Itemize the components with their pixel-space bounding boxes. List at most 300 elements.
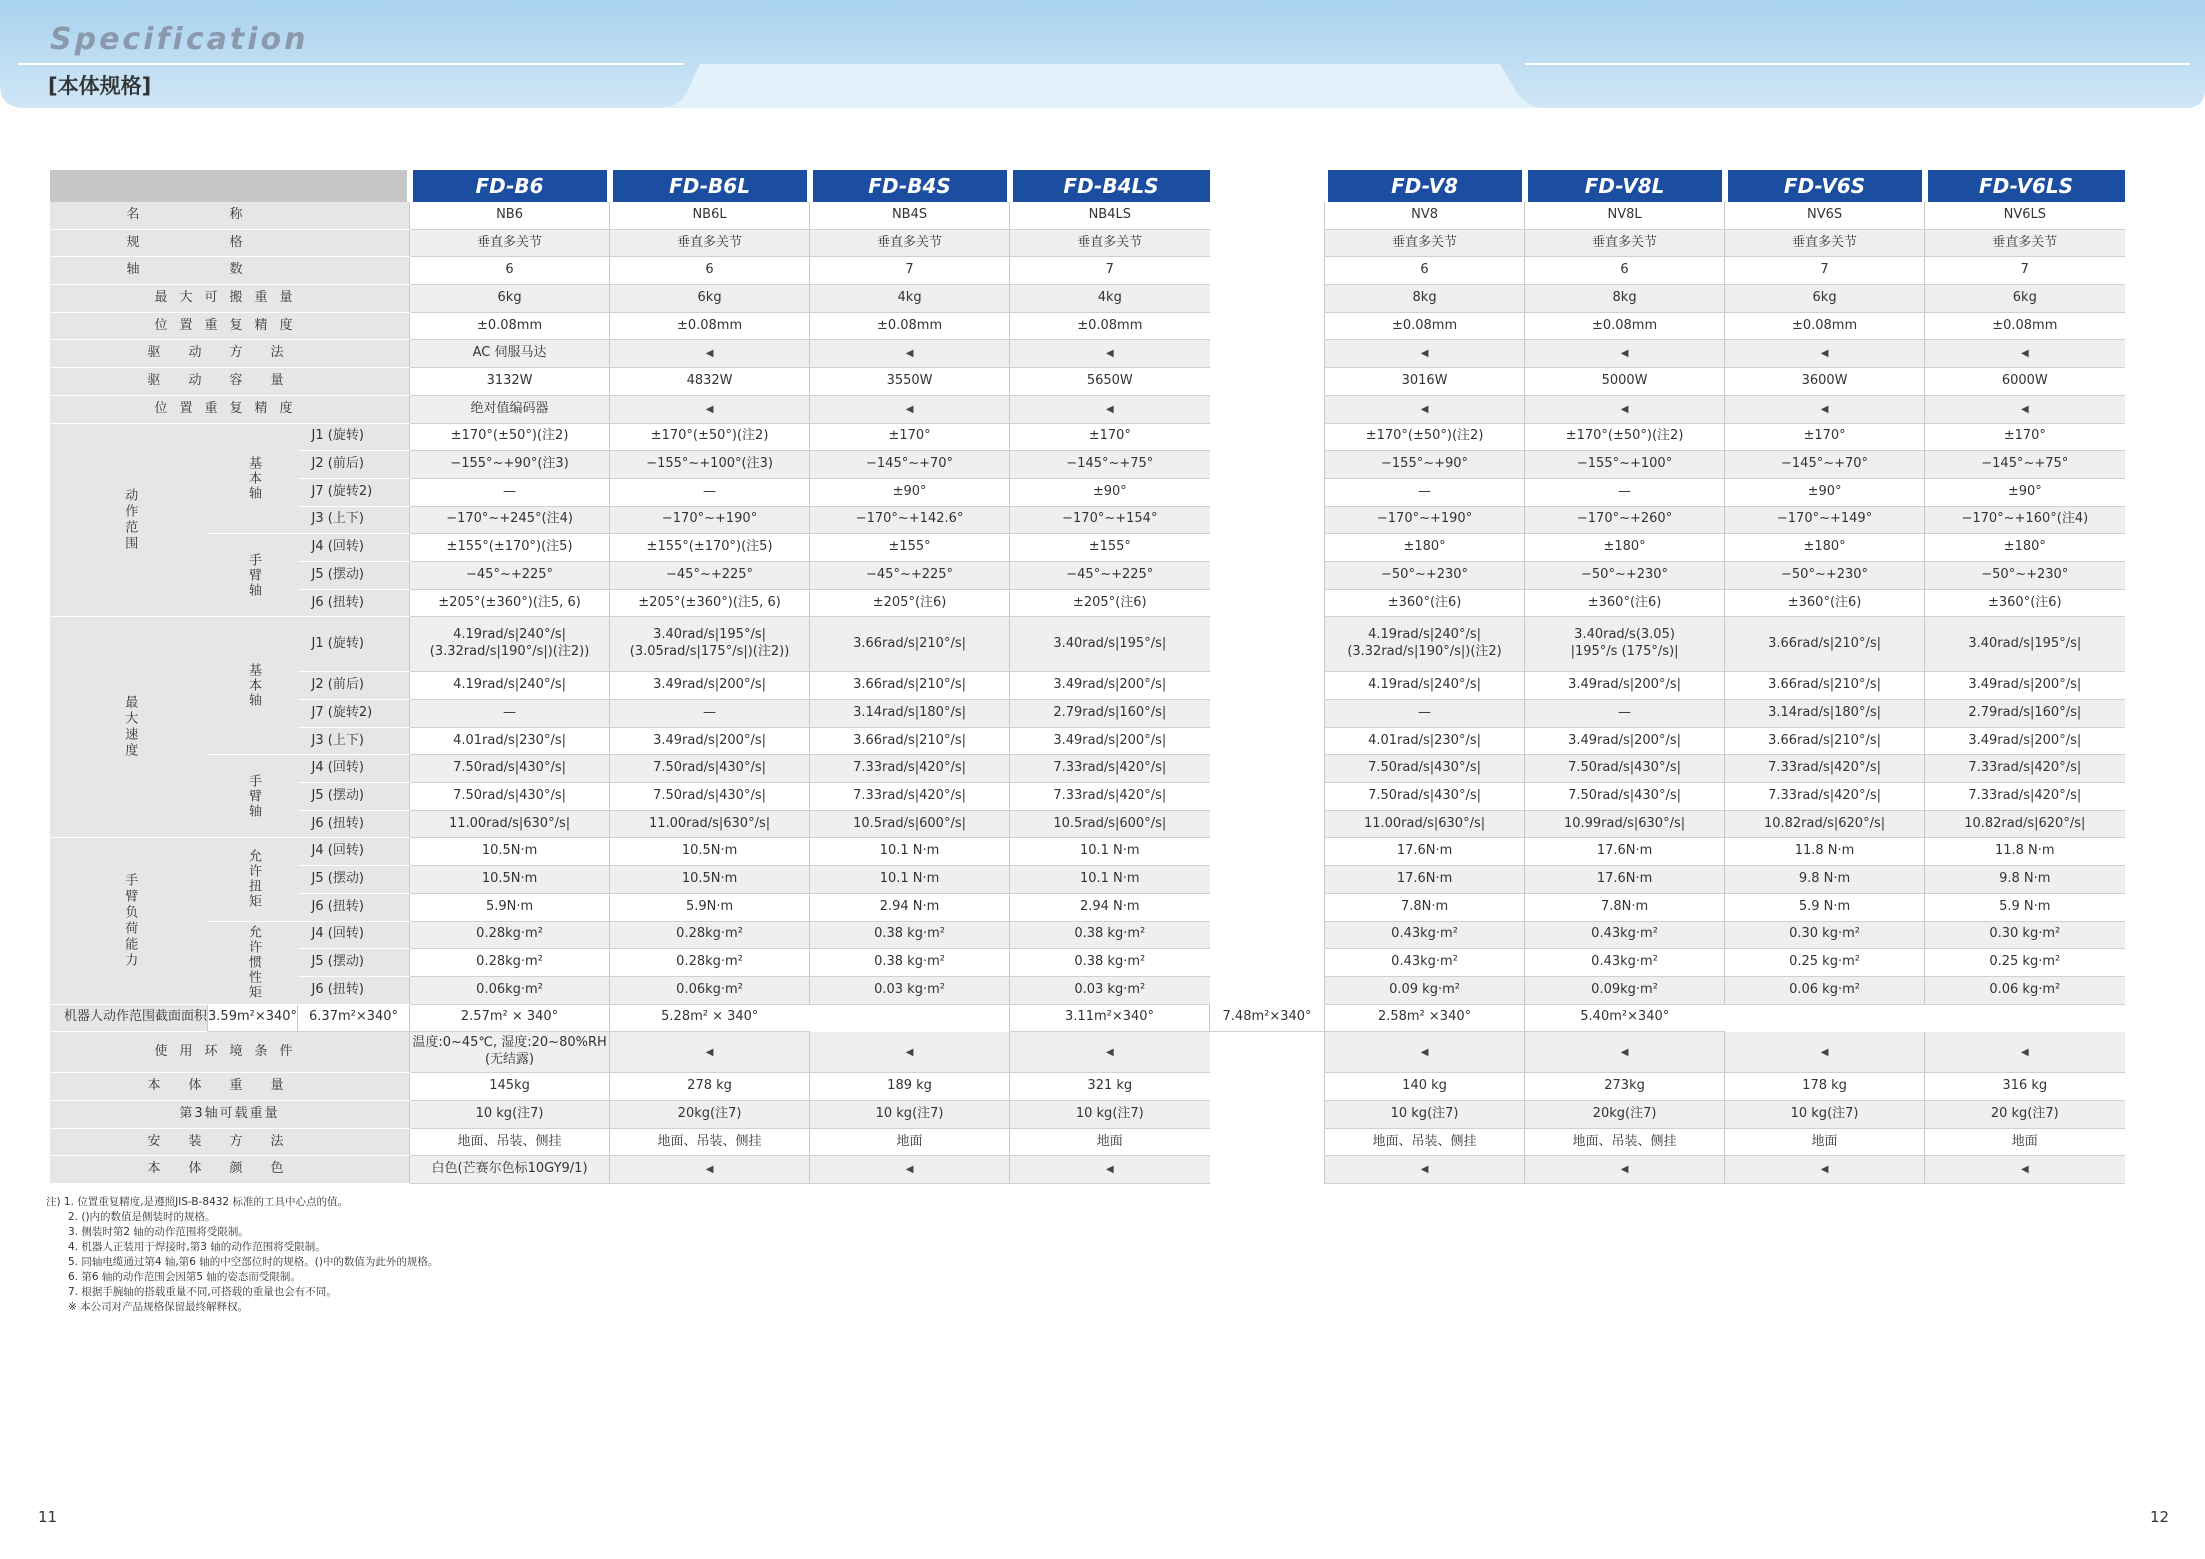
value-text: ±0.08mm xyxy=(1391,317,1458,333)
spec-row xyxy=(50,921,2125,949)
row-label: J1 (旋转) xyxy=(298,423,410,451)
value-cell xyxy=(1010,727,1210,755)
value-cell xyxy=(1925,561,2125,589)
value-cell xyxy=(810,506,1010,534)
value-text: 7.8N·m xyxy=(1400,898,1449,914)
value-cell xyxy=(1925,755,2125,783)
value-text: 0.28kg·m² xyxy=(676,954,743,970)
column-gap xyxy=(1210,1073,1325,1101)
column-gap xyxy=(1210,312,1325,340)
value-cell xyxy=(410,1156,610,1184)
value-text: 白色(芒赛尔色标10GY9/1) xyxy=(431,1161,588,1177)
same-as-left-icon: ◀ xyxy=(1420,1046,1429,1058)
value-text: ±205°(±360°)(注5, 6) xyxy=(438,594,581,610)
value-cell xyxy=(410,340,610,368)
spec-row xyxy=(50,810,2125,838)
value-cell xyxy=(1325,1156,1525,1184)
value-text: 7.33rad/s|420°/s| xyxy=(1968,787,2082,803)
row-label xyxy=(50,312,410,340)
value-cell xyxy=(1010,506,1210,534)
value-text: 7.33rad/s|420°/s| xyxy=(1053,787,1167,803)
row-label: J2 (前后) xyxy=(298,451,410,479)
value-cell xyxy=(1525,340,1725,368)
value-text: 7.33rad/s|420°/s| xyxy=(1768,760,1881,776)
value-text: 10.5N·m xyxy=(481,871,538,887)
value-cell xyxy=(1725,368,1925,396)
value-text: 6kg xyxy=(2012,289,2037,305)
value-cell xyxy=(610,506,810,534)
value-text: 7.50rad/s|430°/s| xyxy=(1568,760,1681,776)
value-cell xyxy=(1525,810,1725,838)
value-cell xyxy=(810,1100,1010,1128)
group-label-torque: 允许扭矩 xyxy=(208,838,298,921)
value-cell xyxy=(410,755,610,783)
value-text: 5000W xyxy=(1601,373,1648,389)
column-gap xyxy=(1210,672,1325,700)
value-text: 地面 xyxy=(1096,1133,1123,1149)
value-cell xyxy=(810,1073,1010,1101)
value-text: 6.37m²×340° xyxy=(309,1009,399,1025)
value-cell xyxy=(1925,700,2125,728)
spec-row xyxy=(50,866,2125,894)
value-cell xyxy=(1525,202,1725,229)
value-cell xyxy=(610,478,810,506)
column-gap xyxy=(1210,340,1325,368)
row-label: J3 (上下) xyxy=(298,727,410,755)
value-cell xyxy=(610,340,810,368)
value-text: 3.14rad/s|180°/s| xyxy=(1768,704,1881,720)
value-cell xyxy=(1925,921,2125,949)
value-cell xyxy=(810,1128,1010,1156)
spec-row xyxy=(50,368,2125,396)
value-cell xyxy=(1325,866,1525,894)
value-text: ±205°(注6) xyxy=(1072,594,1147,610)
value-cell xyxy=(1010,810,1210,838)
value-text: 4.19rad/s|240°/s| xyxy=(453,627,566,643)
value-text: 3.66rad/s|210°/s| xyxy=(853,732,966,748)
same-as-left-icon: ◀ xyxy=(1420,348,1429,360)
value-cell xyxy=(1325,838,1525,866)
row-label xyxy=(50,1100,410,1128)
value-text: — xyxy=(703,483,717,499)
value-cell xyxy=(610,1032,810,1073)
footnote-line: 4. 机器人正装用于焊接时,第3 轴的动作范围将受限制。 xyxy=(68,1241,326,1253)
value-cell xyxy=(1325,783,1525,811)
spec-row xyxy=(50,229,2125,257)
value-text: 7.33rad/s|420°/s| xyxy=(1768,787,1881,803)
value-cell xyxy=(1010,1156,1210,1184)
value-text: 0.43kg·m² xyxy=(1391,954,1458,970)
value-cell xyxy=(1010,755,1210,783)
value-text: 10.1 N·m xyxy=(879,871,940,887)
value-text: 0.38 kg·m² xyxy=(1074,926,1146,942)
value-cell xyxy=(610,949,810,977)
same-as-left-icon: ◀ xyxy=(905,348,914,360)
value-text: 10.5N·m xyxy=(681,871,738,887)
value-text: 7 xyxy=(1105,262,1114,278)
value-cell xyxy=(810,229,1010,257)
value-text: 4kg xyxy=(1097,289,1122,305)
value-cell xyxy=(1325,810,1525,838)
value-cell xyxy=(1010,617,1210,672)
value-cell xyxy=(1010,451,1210,479)
value-text: 3550W xyxy=(886,373,933,389)
value-cell xyxy=(1725,340,1925,368)
value-text: 273kg xyxy=(1604,1078,1645,1094)
value-cell xyxy=(810,1156,1010,1184)
value-cell xyxy=(810,423,1010,451)
value-cell xyxy=(1725,700,1925,728)
value-text: −170°~+260° xyxy=(1576,511,1673,527)
value-text: 3.66rad/s|210°/s| xyxy=(1768,677,1881,693)
value-text: 7.8N·m xyxy=(1600,898,1649,914)
value-text: 17.6N·m xyxy=(1396,871,1453,887)
value-cell xyxy=(1525,727,1725,755)
value-text: 垂直多关节 xyxy=(1992,234,2058,250)
value-text: ±90° xyxy=(1807,483,1842,499)
value-text: NB4S xyxy=(891,206,928,222)
header-banner xyxy=(0,0,2205,110)
value-cell xyxy=(410,672,610,700)
column-gap xyxy=(1210,783,1325,811)
value-cell xyxy=(610,229,810,257)
value-text: 3.49rad/s|200°/s| xyxy=(653,732,766,748)
same-as-left-icon: ◀ xyxy=(1105,348,1114,360)
value-text: 3.14rad/s|180°/s| xyxy=(853,704,966,720)
value-cell xyxy=(1725,423,1925,451)
value-cell xyxy=(1925,949,2125,977)
value-text: ±360°(注6) xyxy=(1587,594,1662,610)
value-cell xyxy=(1010,202,1210,229)
value-cell xyxy=(1010,534,1210,562)
value-cell xyxy=(1925,866,2125,894)
value-text: 5.9 N·m xyxy=(1999,898,2051,914)
row-label-text: 驱动容量 xyxy=(147,373,312,389)
row-label xyxy=(50,1032,410,1073)
value-text: ±360°(注6) xyxy=(1987,594,2062,610)
value-cell xyxy=(1010,229,1210,257)
same-as-left-icon: ◀ xyxy=(2020,1046,2029,1058)
value-cell xyxy=(810,202,1010,229)
value-text: 7 xyxy=(2020,262,2029,278)
column-gap xyxy=(1210,921,1325,949)
value-cell xyxy=(1010,561,1210,589)
value-cell xyxy=(1010,285,1210,313)
value-cell xyxy=(410,423,610,451)
spec-row xyxy=(50,700,2125,728)
value-text: 5.28m² × 340° xyxy=(661,1009,759,1025)
value-text: 垂直多关节 xyxy=(1077,234,1143,250)
value-text-line2: (无结露) xyxy=(484,1052,535,1068)
column-gap xyxy=(1210,451,1325,479)
row-label-text: 位置重复精度 xyxy=(154,400,305,416)
value-cell xyxy=(810,368,1010,396)
value-cell xyxy=(810,617,1010,672)
value-text: 3600W xyxy=(1801,373,1848,389)
spec-row xyxy=(50,478,2125,506)
value-cell xyxy=(1525,700,1725,728)
value-text: 绝对值编码器 xyxy=(470,400,549,416)
value-cell xyxy=(1010,478,1210,506)
value-text: 地面、吊装、侧挂 xyxy=(457,1133,562,1149)
value-cell xyxy=(1525,257,1725,285)
value-text: 7.33rad/s|420°/s| xyxy=(853,760,966,776)
value-cell xyxy=(610,1004,810,1032)
value-text: 地面、吊装、侧挂 xyxy=(1372,1133,1477,1149)
group-label-basic: 基本轴 xyxy=(208,617,298,755)
row-label: 机器人动作范围截面面积 xyxy=(50,1004,208,1032)
value-text: ±170° xyxy=(1803,428,1846,444)
value-text: 垂直多关节 xyxy=(1792,234,1858,250)
value-text-line2: (3.32rad/s|190°/s|)(注2) xyxy=(1347,644,1502,660)
row-label-text: 安装方法 xyxy=(147,1133,312,1149)
value-text: — xyxy=(1418,704,1432,720)
same-as-left-icon: ◀ xyxy=(2020,403,2029,415)
value-text: 5.40m²×340° xyxy=(1580,1009,1670,1025)
row-label xyxy=(50,229,410,257)
value-text: 2.79rad/s|160°/s| xyxy=(1053,704,1167,720)
value-cell xyxy=(1010,921,1210,949)
row-label: J5 (摆动) xyxy=(298,561,410,589)
spec-row xyxy=(50,340,2125,368)
value-text: — xyxy=(503,483,517,499)
value-text: ±155° xyxy=(1088,539,1131,555)
value-cell xyxy=(810,561,1010,589)
value-cell xyxy=(1525,478,1725,506)
value-text: ±0.08mm xyxy=(676,317,743,333)
header-corner xyxy=(50,170,410,202)
value-text: 地面 xyxy=(896,1133,923,1149)
value-cell xyxy=(610,423,810,451)
value-text: 3.11m²×340° xyxy=(1065,1009,1155,1025)
model-name-cell: FD-V8 xyxy=(1325,170,1525,202)
value-text: −45°~+225° xyxy=(666,566,754,582)
column-gap xyxy=(810,1004,1010,1032)
value-text: 地面、吊装、侧挂 xyxy=(1572,1133,1677,1149)
row-label xyxy=(50,340,410,368)
value-cell xyxy=(810,783,1010,811)
value-text: −50°~+230° xyxy=(1581,566,1669,582)
value-cell xyxy=(1925,478,2125,506)
column-gap xyxy=(1210,257,1325,285)
row-label-text: 最大可搬重量 xyxy=(154,289,305,305)
value-cell xyxy=(410,1128,610,1156)
value-text: 8kg xyxy=(1412,289,1437,305)
column-gap xyxy=(1210,423,1325,451)
value-cell xyxy=(1325,700,1525,728)
value-text: 4.19rad/s|240°/s| xyxy=(1368,677,1481,693)
value-text: 20kg(注7) xyxy=(677,1105,742,1121)
value-cell xyxy=(1010,1100,1210,1128)
row-label xyxy=(50,1128,410,1156)
same-as-left-icon: ◀ xyxy=(1105,1046,1114,1058)
value-text: 10 kg(注7) xyxy=(1075,1105,1144,1121)
row-label-text: 轴数 xyxy=(126,262,333,278)
value-text: −155°~+100°(注3) xyxy=(646,456,773,472)
spec-row xyxy=(50,783,2125,811)
value-text: 0.28kg·m² xyxy=(476,926,543,942)
column-gap xyxy=(1210,617,1325,672)
group-label-speed: 最大速度 xyxy=(50,617,208,838)
same-as-left-icon: ◀ xyxy=(1820,1164,1829,1176)
value-text: 20 kg(注7) xyxy=(1990,1105,2059,1121)
row-label-text: 驱动方法 xyxy=(147,345,312,361)
value-text: 垂直多关节 xyxy=(1592,234,1658,250)
value-cell xyxy=(1925,534,2125,562)
value-cell xyxy=(1925,976,2125,1004)
row-label: J7 (旋转2) xyxy=(298,700,410,728)
value-text: 4.01rad/s|230°/s| xyxy=(1368,732,1481,748)
value-cell xyxy=(1725,755,1925,783)
value-cell xyxy=(1725,727,1925,755)
spec-row xyxy=(50,589,2125,617)
column-gap xyxy=(1210,838,1325,866)
value-cell xyxy=(1010,257,1210,285)
value-cell xyxy=(1010,589,1210,617)
value-text: −170°~+142.6° xyxy=(855,511,964,527)
value-cell xyxy=(298,1004,410,1032)
value-text-line2: |195°/s (175°/s)| xyxy=(1570,644,1679,660)
value-cell xyxy=(410,368,610,396)
spec-row xyxy=(50,755,2125,783)
value-text: 11.00rad/s|630°/s| xyxy=(1363,815,1486,831)
value-text: 0.38 kg·m² xyxy=(874,954,945,970)
value-text: 3.66rad/s|210°/s| xyxy=(853,677,966,693)
value-text: 5.9N·m xyxy=(485,898,534,914)
group-label-motion: 动作范围 xyxy=(50,423,208,617)
row-label-text: 本体重量 xyxy=(147,1078,312,1094)
spec-row xyxy=(50,893,2125,921)
same-as-left-icon: ◀ xyxy=(1420,1164,1429,1176)
spec-row xyxy=(50,423,2125,451)
value-cell xyxy=(1925,506,2125,534)
same-as-left-icon: ◀ xyxy=(905,1164,914,1176)
value-cell xyxy=(1325,589,1525,617)
value-cell xyxy=(610,451,810,479)
value-text: 178 kg xyxy=(1802,1078,1847,1094)
value-text: 5650W xyxy=(1086,373,1133,389)
value-cell xyxy=(610,312,810,340)
value-cell xyxy=(1525,783,1725,811)
value-text: 0.43kg·m² xyxy=(1591,926,1658,942)
value-text: 地面 xyxy=(1811,1133,1838,1149)
spec-row xyxy=(50,202,2125,229)
value-text: ±170° xyxy=(888,428,931,444)
value-cell xyxy=(1725,257,1925,285)
value-cell xyxy=(1725,1100,1925,1128)
value-text: 3.49rad/s|200°/s| xyxy=(1053,677,1167,693)
value-cell xyxy=(1325,423,1525,451)
value-cell xyxy=(610,783,810,811)
same-as-left-icon: ◀ xyxy=(705,1046,714,1058)
row-label: J4 (回转) xyxy=(298,921,410,949)
value-text: ±0.08mm xyxy=(1077,317,1143,333)
value-text: 10.1 N·m xyxy=(1079,871,1140,887)
value-cell xyxy=(1725,534,1925,562)
value-text: 3.40rad/s|195°/s| xyxy=(1053,635,1167,651)
value-cell xyxy=(1325,257,1525,285)
group-label-inertia: 允许惯性矩 xyxy=(208,921,298,1004)
value-text: ±0.08mm xyxy=(476,317,543,333)
spec-row xyxy=(50,727,2125,755)
row-label-text: 第3轴可载重量 xyxy=(179,1105,280,1121)
value-text: 5.9N·m xyxy=(685,898,734,914)
value-text: 0.03 kg·m² xyxy=(874,981,945,997)
value-text: −155°~+90°(注3) xyxy=(450,456,569,472)
footnote-line: 注) 1. 位置重复精度,是遵照JIS-B-8432 标准的工具中心点的值。 xyxy=(46,1196,348,1208)
column-gap xyxy=(1210,1156,1325,1184)
value-text: AC 伺服马达 xyxy=(472,345,547,361)
spec-table xyxy=(50,170,2125,1184)
value-text: 6kg xyxy=(497,289,522,305)
value-text: 7.50rad/s|430°/s| xyxy=(1568,787,1681,803)
value-text: 2.57m² × 340° xyxy=(460,1009,559,1025)
value-cell xyxy=(1325,1128,1525,1156)
value-text: 6 xyxy=(705,262,714,278)
value-cell xyxy=(1325,202,1525,229)
value-cell xyxy=(1725,561,1925,589)
value-text: 3.49rad/s|200°/s| xyxy=(1968,677,2082,693)
value-text: 0.06 kg·m² xyxy=(1989,981,2061,997)
row-label-text: 本体颜色 xyxy=(147,1161,312,1177)
value-cell xyxy=(1525,229,1725,257)
value-text: 9.8 N·m xyxy=(1798,871,1851,887)
value-cell xyxy=(810,478,1010,506)
value-cell xyxy=(1325,893,1525,921)
column-gap xyxy=(1210,478,1325,506)
value-cell xyxy=(1525,423,1725,451)
value-cell xyxy=(1325,727,1525,755)
value-text: ±155° xyxy=(888,539,931,555)
value-text: 7.50rad/s|430°/s| xyxy=(453,787,566,803)
value-cell xyxy=(1210,1004,1325,1032)
value-cell xyxy=(1325,1032,1525,1073)
value-cell xyxy=(1525,1073,1725,1101)
row-label: J7 (旋转2) xyxy=(298,478,410,506)
spec-row xyxy=(50,838,2125,866)
value-text: 189 kg xyxy=(887,1078,932,1094)
page-subtitle: [本体规格] xyxy=(48,74,152,98)
value-cell xyxy=(1725,478,1925,506)
same-as-left-icon: ◀ xyxy=(1105,1164,1114,1176)
value-cell xyxy=(610,285,810,313)
row-label: J4 (回转) xyxy=(298,838,410,866)
value-cell xyxy=(1010,838,1210,866)
value-text: 10 kg(注7) xyxy=(475,1105,544,1121)
value-text: ±155°(±170°)(注5) xyxy=(446,539,573,555)
value-text: ±170°(±50°)(注2) xyxy=(650,428,769,444)
model-name-cell: FD-B4S xyxy=(810,170,1010,202)
value-cell xyxy=(410,838,610,866)
value-cell xyxy=(1010,368,1210,396)
value-cell xyxy=(1525,506,1725,534)
value-cell xyxy=(810,257,1010,285)
value-text: ±170°(±50°)(注2) xyxy=(1365,428,1484,444)
value-text: NB4LS xyxy=(1088,206,1131,222)
value-cell xyxy=(1725,229,1925,257)
value-cell xyxy=(1010,866,1210,894)
value-text: 0.03 kg·m² xyxy=(1074,981,1146,997)
value-text: NV6LS xyxy=(2003,206,2046,222)
value-text: 4kg xyxy=(897,289,922,305)
value-text: 7.50rad/s|430°/s| xyxy=(1368,787,1481,803)
value-cell xyxy=(1925,423,2125,451)
value-cell xyxy=(610,976,810,1004)
spec-row xyxy=(50,534,2125,562)
value-text: 3.49rad/s|200°/s| xyxy=(1568,732,1681,748)
value-cell xyxy=(1010,340,1210,368)
value-text: −50°~+230° xyxy=(1781,566,1869,582)
